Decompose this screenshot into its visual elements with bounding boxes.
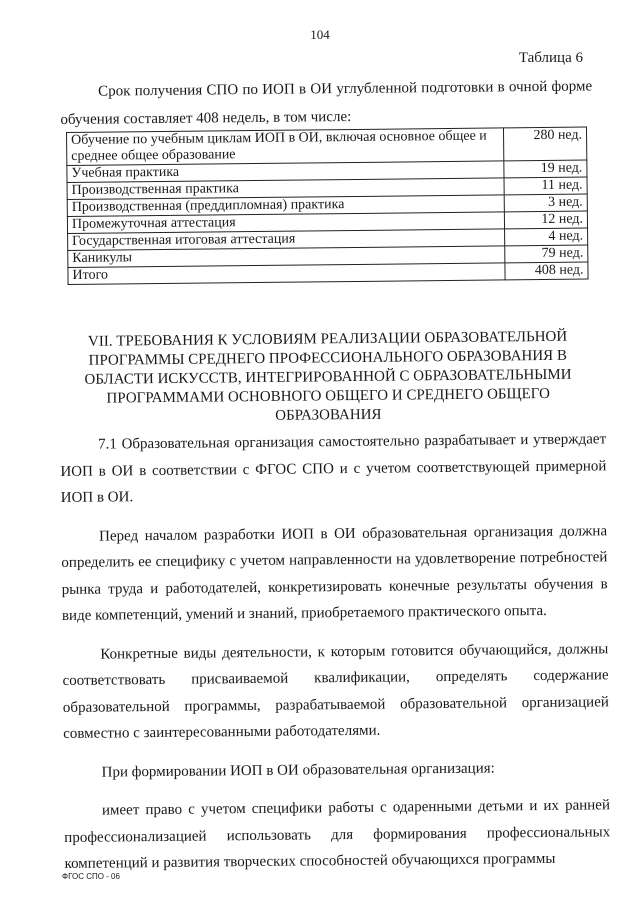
row-label: Обучение по учебным циклам ИОП в ОИ, включая основное общее и среднее общее образование [67, 128, 504, 166]
section-heading: VII. ТРЕБОВАНИЯ К УСЛОВИЯМ РЕАЛИЗАЦИИ ОБРАЗОВАТЕЛЬНОЙ ПРОГРАММЫ СРЕДНЕГО ПРОФЕССИОНАЛЬНОГО ОБРАЗОВАНИЯ В ОБЛАСТИ ИСКУССТВ, ИНТЕГРИРОВАННОЙ С ОБРАЗОВАТЕЛЬНЫМИ ПРОГРАММАМИ ОСНОВНОГО ОБЩЕГО И СРЕДНЕГО ОБЩЕГО ОБРАЗОВАНИЯ [84, 328, 572, 424]
row-value: 12 нед. [504, 211, 587, 229]
paragraph: имеет право с учетом специфики работы с одаренными детьми и их ранней профессионализацией использовать для формирования профессиональных компетенций и развития творческих способностей обучающихся программы [64, 797, 611, 872]
row-value: 280 нед. [503, 127, 586, 161]
row-label: Производственная (преддипломная) практика [67, 195, 504, 217]
table-label: Таблица 6 [518, 50, 583, 66]
row-label: Учебная практика [67, 161, 504, 183]
paragraph: 7.1 Образовательная организация самостоятельно разрабатывает и утверждает ИОП в ОИ в соответствии с ФГОС СПО и с учетом соответствующей примерной ИОП в ОИ. [60, 431, 607, 506]
paragraph: Конкретные виды деятельности, к которым готовится обучающийся, должны соответствовать присваиваемой квалификации, определять содержание образовательной программы, разрабатываемой образовательной организацией совместно с заинтересованными работодателями. [62, 640, 609, 742]
row-value: 3 нед. [504, 194, 587, 212]
row-label: Итого [68, 263, 505, 285]
study-duration-table [66, 127, 589, 285]
footer-code: ФГОС СПО - 06 [62, 872, 120, 881]
row-label: Производственная практика [67, 178, 504, 200]
row-label: Каникулы [68, 246, 505, 268]
row-value: 408 нед. [505, 262, 588, 280]
row-value: 4 нед. [505, 228, 588, 246]
row-label: Промежуточная аттестация [67, 212, 504, 234]
intro-paragraph [60, 72, 593, 134]
row-value: 11 нед. [504, 177, 587, 195]
body-text [60, 426, 611, 889]
intro-text: Срок получения СПО по ИОП в ОИ углубленной подготовки в очной форме обучения составляет 408 недель, в том числе: [60, 78, 593, 128]
row-label: Государственная итоговая аттестация [68, 229, 505, 251]
paragraph: При формировании ИОП в ОИ образовательная организация: [101, 759, 495, 781]
paragraph: Перед началом разработки ИОП в ОИ образовательная организация должна определить ее специфику с учетом направленности на удовлетворение потребностей рынка труда и работодателей, конкретизировать конечные результаты обучения в виде компетенций, умений и знаний, приобретаемого практического опыта. [61, 522, 608, 624]
row-value: 19 нед. [504, 160, 587, 178]
page-number: 104 [310, 27, 330, 42]
table-row [67, 127, 587, 165]
row-value: 79 нед. [505, 245, 588, 263]
